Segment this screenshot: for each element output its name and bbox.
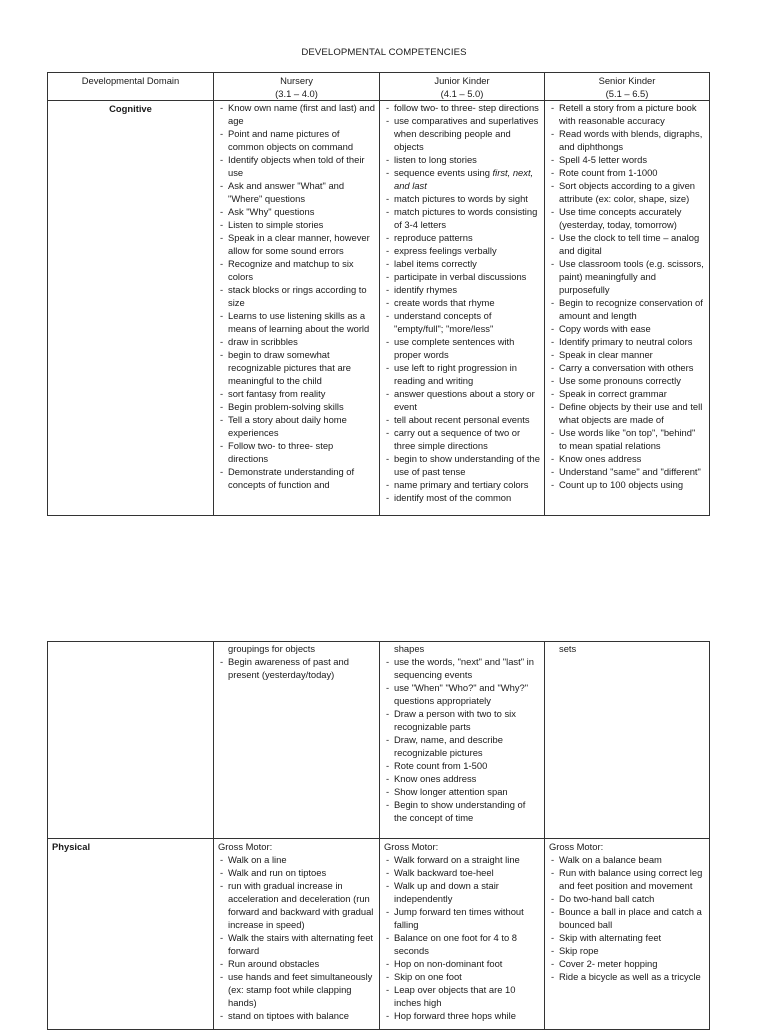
- list-item: - identify most of the common: [384, 491, 540, 504]
- list-item: - participate in verbal discussions: [384, 270, 540, 283]
- cognitive-senior-cell: [545, 101, 710, 516]
- list-item: - use comparatives and superlatives when describing people and objects: [384, 114, 540, 153]
- list-item: - Know ones address: [549, 452, 705, 465]
- list-item: - use complete sentences with proper words: [384, 335, 540, 361]
- gross-motor-label: Gross Motor:: [218, 841, 273, 852]
- cognitive-junior-cont-cell: [380, 642, 545, 839]
- list-item: - Speak in clear manner: [549, 348, 705, 361]
- list-item: - Carry a conversation with others: [549, 361, 705, 374]
- list-item: - Draw a person with two to six recognizable parts: [384, 707, 540, 733]
- list-item: - Hop on non-dominant foot: [384, 957, 540, 970]
- list-item: - begin to draw somewhat recognizable pictures that are meaningful to the child: [218, 348, 375, 387]
- cognitive-nursery-cont-items: [214, 655, 379, 681]
- list-item: - Balance on one foot for 4 to 8 seconds: [384, 931, 540, 957]
- list-item: - Draw, name, and describe recognizable pictures: [384, 733, 540, 759]
- header-senior-kinder: Senior Kinder (5.1 – 6.5): [545, 73, 710, 101]
- list-item: - answer questions about a story or event: [384, 387, 540, 413]
- list-item: - Skip with alternating feet: [549, 931, 705, 944]
- list-item: - create words that rhyme: [384, 296, 540, 309]
- header-domain: Developmental Domain: [48, 73, 214, 101]
- list-item: - Ride a bicycle as well as a tricycle: [549, 970, 705, 983]
- list-item: - Walk the stairs with alternating feet forward: [218, 931, 375, 957]
- list-item: - Walk on a line: [218, 853, 375, 866]
- list-item: - Learns to use listening skills as a means of learning about the world: [218, 309, 375, 335]
- list-item: - Walk up and down a stair independently: [384, 879, 540, 905]
- list-item: - Identify objects when told of their use: [218, 153, 375, 179]
- cognitive-senior-list: [545, 101, 709, 491]
- list-item: - Ask and answer "What" and "Where" questions: [218, 179, 375, 205]
- cognitive-junior-cont-list: [380, 642, 544, 655]
- physical-junior-cell: [380, 839, 545, 1030]
- list-item: - Know ones address: [384, 772, 540, 785]
- list-item: - Begin problem-solving skills: [218, 400, 375, 413]
- list-item: - use left to right progression in reading and writing: [384, 361, 540, 387]
- table-row: [48, 642, 710, 839]
- list-item: - Speak in correct grammar: [549, 387, 705, 400]
- gross-motor-label: Gross Motor:: [384, 841, 439, 852]
- list-item: - Spell 4-5 letter words: [549, 153, 705, 166]
- list-item: - Cover 2- meter hopping: [549, 957, 705, 970]
- header-nursery: Nursery (3.1 – 4.0): [214, 73, 380, 101]
- physical-senior-list: [545, 853, 709, 983]
- list-item: - draw in scribbles: [218, 335, 375, 348]
- list-item: - Sort objects according to a given attribute (ex: color, shape, size): [549, 179, 705, 205]
- list-item: - use "When" "Who?" and "Why?" questions appropriately: [384, 681, 540, 707]
- list-item: - Identify primary to neutral colors: [549, 335, 705, 348]
- table-header-row: [48, 73, 710, 101]
- list-item: - Leap over objects that are 10 inches high: [384, 983, 540, 1009]
- list-item: - Rote count from 1-1000: [549, 166, 705, 179]
- list-item: - name primary and tertiary colors: [384, 478, 540, 491]
- list-item: - Bounce a ball in place and catch a bounced ball: [549, 905, 705, 931]
- list-item: - Use time concepts accurately (yesterday, today, tomorrow): [549, 205, 705, 231]
- physical-nursery-list: [214, 853, 379, 1022]
- list-item: - identify rhymes: [384, 283, 540, 296]
- cognitive-junior-cont-items: [380, 655, 544, 824]
- list-item: - Skip on one foot: [384, 970, 540, 983]
- cognitive-junior-list: [380, 101, 544, 504]
- list-item: - Use words like "on top", "behind" to mean spatial relations: [549, 426, 705, 452]
- list-item: - Skip rope: [549, 944, 705, 957]
- list-item: - Walk backward toe-heel: [384, 866, 540, 879]
- list-item: sets: [559, 643, 577, 654]
- list-item: - run with gradual increase in acceleration and deceleration (run forward and backward with gradual increase in speed): [218, 879, 375, 931]
- list-item: - reproduce patterns: [384, 231, 540, 244]
- cognitive-nursery-list: [214, 101, 379, 491]
- list-item: - Read words with blends, digraphs, and diphthongs: [549, 127, 705, 153]
- list-item: - Show longer attention span: [384, 785, 540, 798]
- cognitive-senior-cont-cell: [545, 642, 710, 839]
- physical-nursery-cell: [214, 839, 380, 1030]
- list-item: - Jump forward ten times without falling: [384, 905, 540, 931]
- list-item: - Run with balance using correct leg and feet position and movement: [549, 866, 705, 892]
- domain-empty-cell: [48, 642, 214, 839]
- list-item: - Tell a story about daily home experiences: [218, 413, 375, 439]
- list-item: groupings for objects: [228, 643, 316, 654]
- list-item: - stack blocks or rings according to size: [218, 283, 375, 309]
- list-item: - follow two- to three- step directions: [384, 101, 540, 114]
- list-item: - listen to long stories: [384, 153, 540, 166]
- header-junior-kinder: Junior Kinder (4.1 – 5.0): [380, 73, 545, 101]
- list-item: - Use the clock to tell time – analog and digital: [549, 231, 705, 257]
- cognitive-nursery-cont-list: [214, 642, 379, 655]
- list-item: - express feelings verbally: [384, 244, 540, 257]
- list-item: - Speak in a clear manner, however allow for some sound errors: [218, 231, 375, 257]
- list-item: - Use classroom tools (e.g. scissors, paint) meaningfully and purposefully: [549, 257, 705, 296]
- list-item: - Begin to show understanding of the concept of time: [384, 798, 540, 824]
- list-item: - Copy words with ease: [549, 322, 705, 335]
- list-item: - Demonstrate understanding of concepts of function and: [218, 465, 375, 491]
- cognitive-junior-cell: [380, 101, 545, 516]
- physical-junior-list: [380, 853, 544, 1022]
- list-item: - match pictures to words by sight: [384, 192, 540, 205]
- list-item: - sequence events using first, next, and last: [384, 166, 540, 192]
- list-item: - Follow two- to three- step directions: [218, 439, 375, 465]
- list-item: - sort fantasy from reality: [218, 387, 375, 400]
- table-row: [48, 101, 710, 516]
- list-item: - Run around obstacles: [218, 957, 375, 970]
- list-item: - Recognize and matchup to six colors: [218, 257, 375, 283]
- list-item: - Understand "same" and "different": [549, 465, 705, 478]
- list-item: - Walk forward on a straight line: [384, 853, 540, 866]
- list-item: - use hands and feet simultaneously (ex: stamp foot while clapping hands): [218, 970, 375, 1009]
- physical-senior-cell: [545, 839, 710, 1030]
- list-item: - match pictures to words consisting of 3-4 letters: [384, 205, 540, 231]
- list-item: shapes: [394, 643, 425, 654]
- competencies-table-continued: [47, 641, 710, 1030]
- gross-motor-label: Gross Motor:: [549, 841, 604, 852]
- list-item: - Use some pronouns correctly: [549, 374, 705, 387]
- list-item: - Do two-hand ball catch: [549, 892, 705, 905]
- list-item: - Begin awareness of past and present (yesterday/today): [218, 655, 375, 681]
- list-item: - carry out a sequence of two or three simple directions: [384, 426, 540, 452]
- list-item: - Point and name pictures of common objects on command: [218, 127, 375, 153]
- list-item: - Walk and run on tiptoes: [218, 866, 375, 879]
- competencies-table: [47, 72, 710, 516]
- list-item: - Define objects by their use and tell what objects are made of: [549, 400, 705, 426]
- table-row: [48, 839, 710, 1030]
- list-item: - Know own name (first and last) and age: [218, 101, 375, 127]
- list-item: - begin to show understanding of the use of past tense: [384, 452, 540, 478]
- list-item: - tell about recent personal events: [384, 413, 540, 426]
- list-item: - Count up to 100 objects using: [549, 478, 705, 491]
- domain-physical: Physical: [48, 839, 214, 1030]
- list-item: - Retell a story from a picture book with reasonable accuracy: [549, 101, 705, 127]
- cognitive-nursery-cell: [214, 101, 380, 516]
- list-item: - understand concepts of "empty/full"; "more/less": [384, 309, 540, 335]
- list-item: - Hop forward three hops while: [384, 1009, 540, 1022]
- list-item: - use the words, "next" and "last" in sequencing events: [384, 655, 540, 681]
- list-item: - Begin to recognize conservation of amount and length: [549, 296, 705, 322]
- list-item: - label items correctly: [384, 257, 540, 270]
- list-item: - Walk on a balance beam: [549, 853, 705, 866]
- list-item: - Ask "Why" questions: [218, 205, 375, 218]
- cognitive-senior-cont-list: [545, 642, 709, 655]
- document-title: DEVELOPMENTAL COMPETENCIES: [301, 47, 467, 58]
- list-item: - Listen to simple stories: [218, 218, 375, 231]
- list-item: - Rote count from 1-500: [384, 759, 540, 772]
- cognitive-nursery-cont-cell: [214, 642, 380, 839]
- domain-cognitive: Cognitive: [48, 101, 214, 516]
- list-item: - stand on tiptoes with balance: [218, 1009, 375, 1022]
